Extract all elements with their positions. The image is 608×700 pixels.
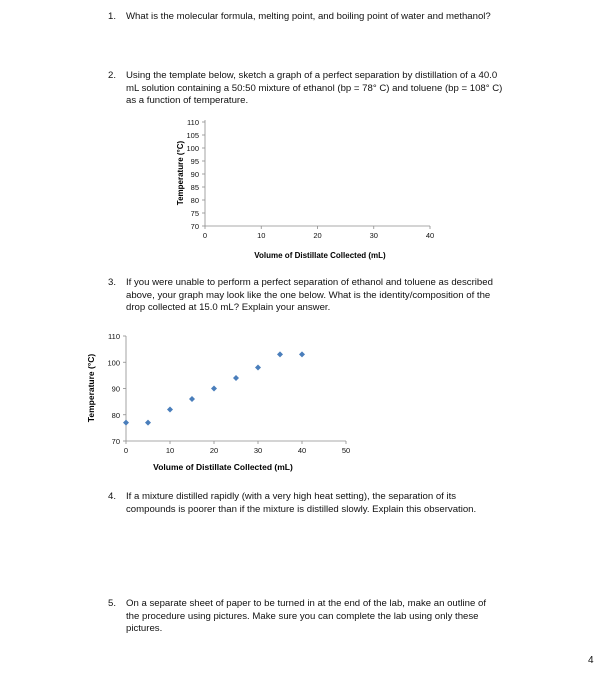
x-tick-label: 10 [165, 446, 175, 455]
x-tick-label: 20 [209, 446, 219, 455]
x-tick-label: 10 [257, 231, 266, 240]
question-text [126, 598, 486, 636]
x-axis-label: Volume of Distillate Collected (mL) [153, 462, 293, 472]
y-axis-ticks [107, 332, 126, 446]
question-number: 3. [108, 277, 117, 288]
data-point [145, 420, 151, 426]
data-point [299, 351, 305, 357]
y-tick-label: 85 [190, 183, 199, 192]
x-axis-ticks [203, 226, 434, 240]
y-tick-label: 90 [111, 384, 120, 394]
data-point [255, 365, 261, 371]
y-tick-label: 100 [186, 144, 199, 153]
question-line: drop collected at 15.0 mL? Explain your answer. [126, 302, 331, 314]
question-line: as a function of temperature. [126, 95, 249, 107]
y-tick-label: 75 [190, 209, 199, 218]
x-tick-label: 30 [253, 446, 263, 455]
question-text [126, 70, 502, 108]
question-text [126, 277, 493, 315]
x-tick-label: 0 [123, 446, 129, 455]
y-tick-label: 95 [190, 157, 199, 166]
data-point [277, 351, 283, 357]
y-tick-label: 100 [107, 358, 120, 368]
data-points [123, 351, 305, 425]
x-axis-label: Volume of Distillate Collected (mL) [254, 251, 386, 260]
data-point [167, 407, 173, 413]
y-axis-ticks [186, 118, 205, 231]
question-line: pictures. [126, 623, 163, 635]
data-point [233, 375, 239, 381]
y-tick-label: 110 [108, 332, 120, 341]
x-tick-label: 50 [341, 446, 351, 455]
template-temperature-chart [170, 110, 470, 270]
data-point [123, 420, 129, 426]
question-line: the procedure using pictures. Make sure you can complete the lab using only these [126, 610, 479, 622]
question-line: above, your graph may look like the one below. What is the identity/composition of the [126, 289, 491, 301]
y-tick-label: 110 [187, 118, 199, 127]
question-line: On a separate sheet of paper to be turned in at the end of the lab, make an outline of [126, 598, 487, 609]
scatter-temperature-chart [80, 322, 380, 482]
y-tick-label: 90 [190, 170, 199, 179]
y-tick-label: 105 [186, 131, 199, 140]
question-number: 4. [108, 491, 117, 502]
question-line: compounds is poorer than if the mixture is distilled slowly. Explain this observation. [126, 503, 477, 515]
data-point [211, 386, 217, 392]
question-line: If you were unable to perform a perfect separation of ethanol and toluene as described [126, 277, 493, 288]
question-text [126, 11, 491, 24]
x-tick-label: 40 [425, 231, 435, 240]
x-tick-label: 30 [369, 231, 378, 240]
question-line: mL solution containing a 50:50 mixture of ethanol (bp = 78° C) and toluene (bp = 108° C) [126, 82, 503, 94]
x-tick-label: 0 [202, 231, 208, 240]
question-number: 5. [108, 598, 117, 609]
x-tick-label: 40 [297, 446, 307, 455]
question-line: If a mixture distilled rapidly (with a very high heat setting), the separation of its [126, 491, 457, 502]
data-point [189, 396, 195, 402]
y-tick-label: 70 [190, 222, 199, 231]
question-number: 2. [108, 70, 117, 81]
page-number: 4 [588, 655, 594, 666]
x-tick-label: 20 [313, 231, 322, 240]
x-axis-ticks [124, 441, 350, 455]
question-line: What is the molecular formula, melting point, and boiling point of water and methanol? [126, 11, 491, 22]
y-tick-label: 70 [111, 437, 120, 446]
question-number: 1. [108, 11, 117, 22]
y-tick-label: 80 [190, 196, 199, 205]
y-axis-label: Temperature (°C) [86, 353, 96, 423]
y-tick-label: 80 [111, 410, 120, 420]
question-line: Using the template below, sketch a graph of a perfect separation by distillation of a 40.0 [126, 70, 498, 81]
y-axis-label: Temperature (°C) [176, 140, 185, 206]
question-text [126, 491, 476, 516]
